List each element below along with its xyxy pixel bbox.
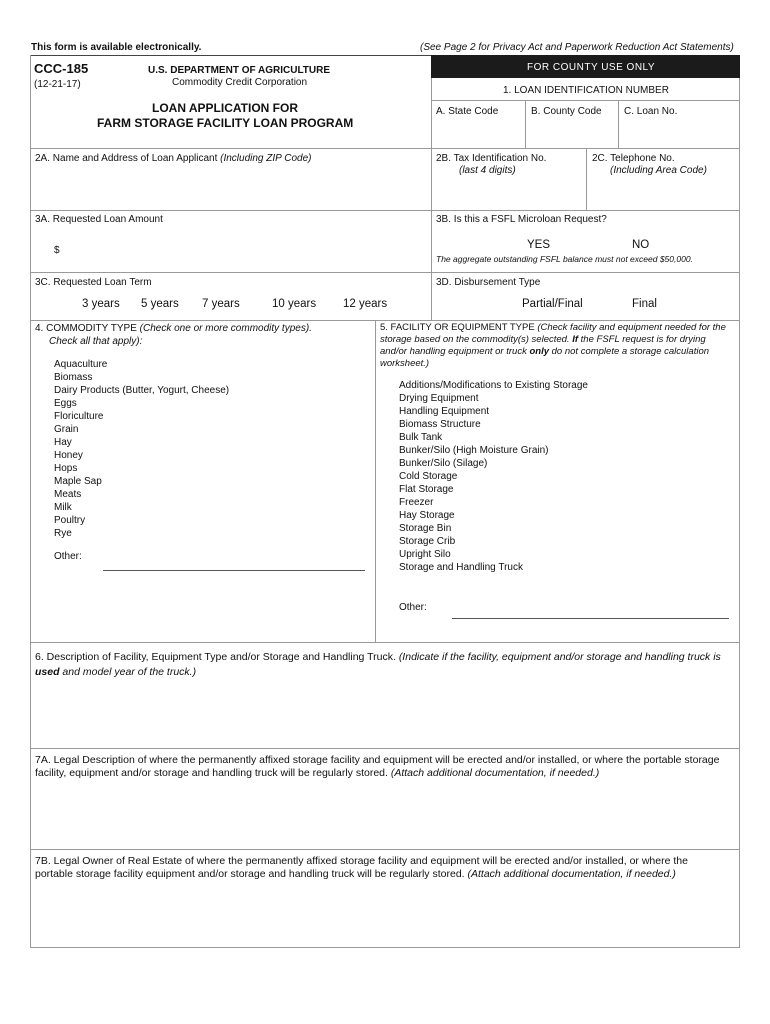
divider-2	[30, 210, 740, 211]
telephone-field[interactable]	[590, 180, 740, 208]
s2b-s2c-divider	[586, 148, 587, 210]
loan-no-label: C. Loan No.	[624, 106, 678, 117]
form-title-line2: FARM STORAGE FACILITY LOAN PROGRAM	[97, 116, 354, 130]
legal-description-label: 7A. Legal Description of where the permanently affixed storage facility and equipment will be erected and/or installed, or where the portable storage facility, equipment and/or storage and handling truck will be regularly stored. (Attach additional documentation, if needed.)	[35, 754, 720, 779]
commodity-item[interactable]: Hops	[54, 463, 78, 474]
commodity-item[interactable]: Rye	[54, 528, 72, 539]
form-number: CCC-185	[34, 61, 89, 76]
county-use-header: FOR COUNTY USE ONLY	[527, 62, 656, 73]
legal-description-field[interactable]	[34, 800, 738, 848]
county-code-label: B. County Code	[531, 106, 602, 117]
divider-1	[30, 148, 740, 149]
tax-id-label: 2B. Tax Identification No.	[436, 153, 547, 164]
county-code-field[interactable]	[528, 120, 619, 146]
term-option-12[interactable]: 12 years	[343, 298, 388, 310]
facility-item[interactable]: Storage Bin	[399, 523, 452, 534]
divider-7	[30, 849, 740, 850]
facility-item[interactable]: Storage Crib	[399, 536, 456, 547]
tax-id-field[interactable]	[434, 180, 586, 208]
term-option-3[interactable]: 3 years	[82, 298, 120, 310]
facility-item[interactable]: Cold Storage	[399, 471, 458, 482]
legal-owner-label: 7B. Legal Owner of Real Estate of where the permanently affixed storage facility and equipment will be erected and/or installed, or where the portable storage facility equipment and/or storage and handling truck will be regularly stored. (Attach additional documentation, if needed.)	[35, 855, 688, 880]
commodity-item[interactable]: Grain	[54, 424, 79, 435]
facility-item[interactable]: Handling Equipment	[399, 406, 490, 417]
facility-type-label: 5. FACILITY OR EQUIPMENT TYPE (Check facility and equipment needed for the storage based on the commodity(s) selected. If the FSFL request is for drying and/or handling equipment or truck only do not complete a storage calculation worksheet.)	[380, 322, 726, 369]
facility-item[interactable]: Flat Storage	[399, 484, 454, 495]
electronic-availability-note: This form is available electronically.	[31, 42, 202, 53]
loan-id-label: 1. LOAN IDENTIFICATION NUMBER	[503, 85, 669, 96]
commodity-item[interactable]: Poultry	[54, 515, 86, 526]
microloan-yes-option[interactable]: YES	[527, 239, 551, 251]
telephone-label: 2C. Telephone No.	[592, 153, 675, 164]
facility-item[interactable]: Drying Equipment	[399, 393, 479, 404]
commodity-item[interactable]: Aquaculture	[54, 359, 108, 370]
commodity-item[interactable]: Hay	[54, 437, 72, 448]
divider-6	[30, 748, 740, 749]
divider-5	[30, 642, 740, 643]
facility-item[interactable]: Bunker/Silo (Silage)	[399, 458, 488, 469]
microloan-label: 3B. Is this a FSFL Microloan Request?	[436, 214, 607, 225]
description-field[interactable]	[34, 700, 738, 748]
agency-name: Commodity Credit Corporation	[172, 77, 308, 88]
telephone-sub: (Including Area Code)	[610, 165, 707, 176]
facility-item[interactable]: Biomass Structure	[399, 419, 481, 430]
state-code-label: A. State Code	[436, 106, 499, 117]
currency-symbol: $	[54, 245, 60, 256]
facility-other-label: Other:	[399, 602, 427, 613]
commodity-item[interactable]: Milk	[54, 502, 72, 513]
divider-4	[30, 320, 740, 321]
commodity-item[interactable]: Honey	[54, 450, 83, 461]
loan-no-field[interactable]	[621, 120, 740, 146]
facility-item[interactable]: Upright Silo	[399, 549, 451, 560]
loan-amount-field[interactable]	[64, 238, 428, 264]
commodity-type-label: 4. COMMODITY TYPE (Check one or more commodity types).	[35, 323, 312, 334]
commodity-item[interactable]: Eggs	[54, 398, 77, 409]
commodity-other-field[interactable]	[103, 556, 369, 571]
legal-owner-field[interactable]	[34, 910, 738, 948]
facility-other-field[interactable]	[452, 604, 733, 619]
form-title-line1: LOAN APPLICATION FOR	[152, 101, 298, 115]
term-option-7[interactable]: 7 years	[202, 298, 240, 310]
state-code-field[interactable]	[434, 120, 526, 146]
microloan-no-option[interactable]: NO	[632, 239, 650, 251]
facility-item[interactable]: Bunker/Silo (High Moisture Grain)	[399, 445, 549, 456]
disbursement-partial-option[interactable]: Partial/Final	[522, 298, 583, 310]
form-left-border	[30, 55, 31, 948]
applicant-name-address-label: 2A. Name and Address of Loan Applicant (Including ZIP Code)	[35, 153, 312, 164]
description-label: 6. Description of Facility, Equipment Type and/or Storage and Handling Truck. (Indicate if the facility, equipment and/or storage and handling truck is used and model year of the truck.)	[35, 651, 721, 678]
loan-amount-label: 3A. Requested Loan Amount	[35, 214, 163, 225]
disbursement-label: 3D. Disbursement Type	[436, 277, 541, 288]
commodity-item[interactable]: Dairy Products (Butter, Yogurt, Cheese)	[54, 385, 230, 396]
facility-other-underline	[452, 618, 729, 619]
form-date: (12-21-17)	[34, 79, 81, 90]
s3-vertical-divider	[431, 210, 432, 320]
tax-id-sub: (last 4 digits)	[459, 165, 516, 176]
commodity-item[interactable]: Floriculture	[54, 411, 104, 422]
s2-vertical-divider	[431, 148, 432, 210]
commodity-item[interactable]: Biomass	[54, 372, 93, 383]
commodity-item[interactable]: Maple Sap	[54, 476, 102, 487]
facility-item[interactable]: Additions/Modifications to Existing Storage	[399, 380, 588, 391]
commodity-other-label: Other:	[54, 551, 82, 562]
facility-item[interactable]: Freezer	[399, 497, 434, 508]
loan-term-label: 3C. Requested Loan Term	[35, 277, 152, 288]
commodity-instruction: Check all that apply):	[49, 336, 143, 347]
microloan-note: The aggregate outstanding FSFL balance must not exceed $50,000.	[436, 254, 693, 264]
facility-item[interactable]: Storage and Handling Truck	[399, 562, 523, 573]
commodity-other-underline	[103, 570, 365, 571]
privacy-act-note: (See Page 2 for Privacy Act and Paperwork Reduction Act Statements)	[420, 42, 734, 53]
s4-s5-divider	[375, 320, 376, 642]
divider-3	[30, 272, 740, 273]
applicant-name-address-field[interactable]	[34, 168, 430, 210]
loan-id-divider	[431, 100, 740, 101]
department-name: U.S. DEPARTMENT OF AGRICULTURE	[148, 65, 331, 76]
disbursement-final-option[interactable]: Final	[632, 298, 657, 310]
facility-item[interactable]: Bulk Tank	[399, 432, 443, 443]
facility-item[interactable]: Hay Storage	[399, 510, 455, 521]
commodity-item[interactable]: Meats	[54, 489, 82, 500]
term-option-10[interactable]: 10 years	[272, 298, 317, 310]
county-block-left-border	[431, 78, 432, 148]
term-option-5[interactable]: 5 years	[141, 298, 179, 310]
